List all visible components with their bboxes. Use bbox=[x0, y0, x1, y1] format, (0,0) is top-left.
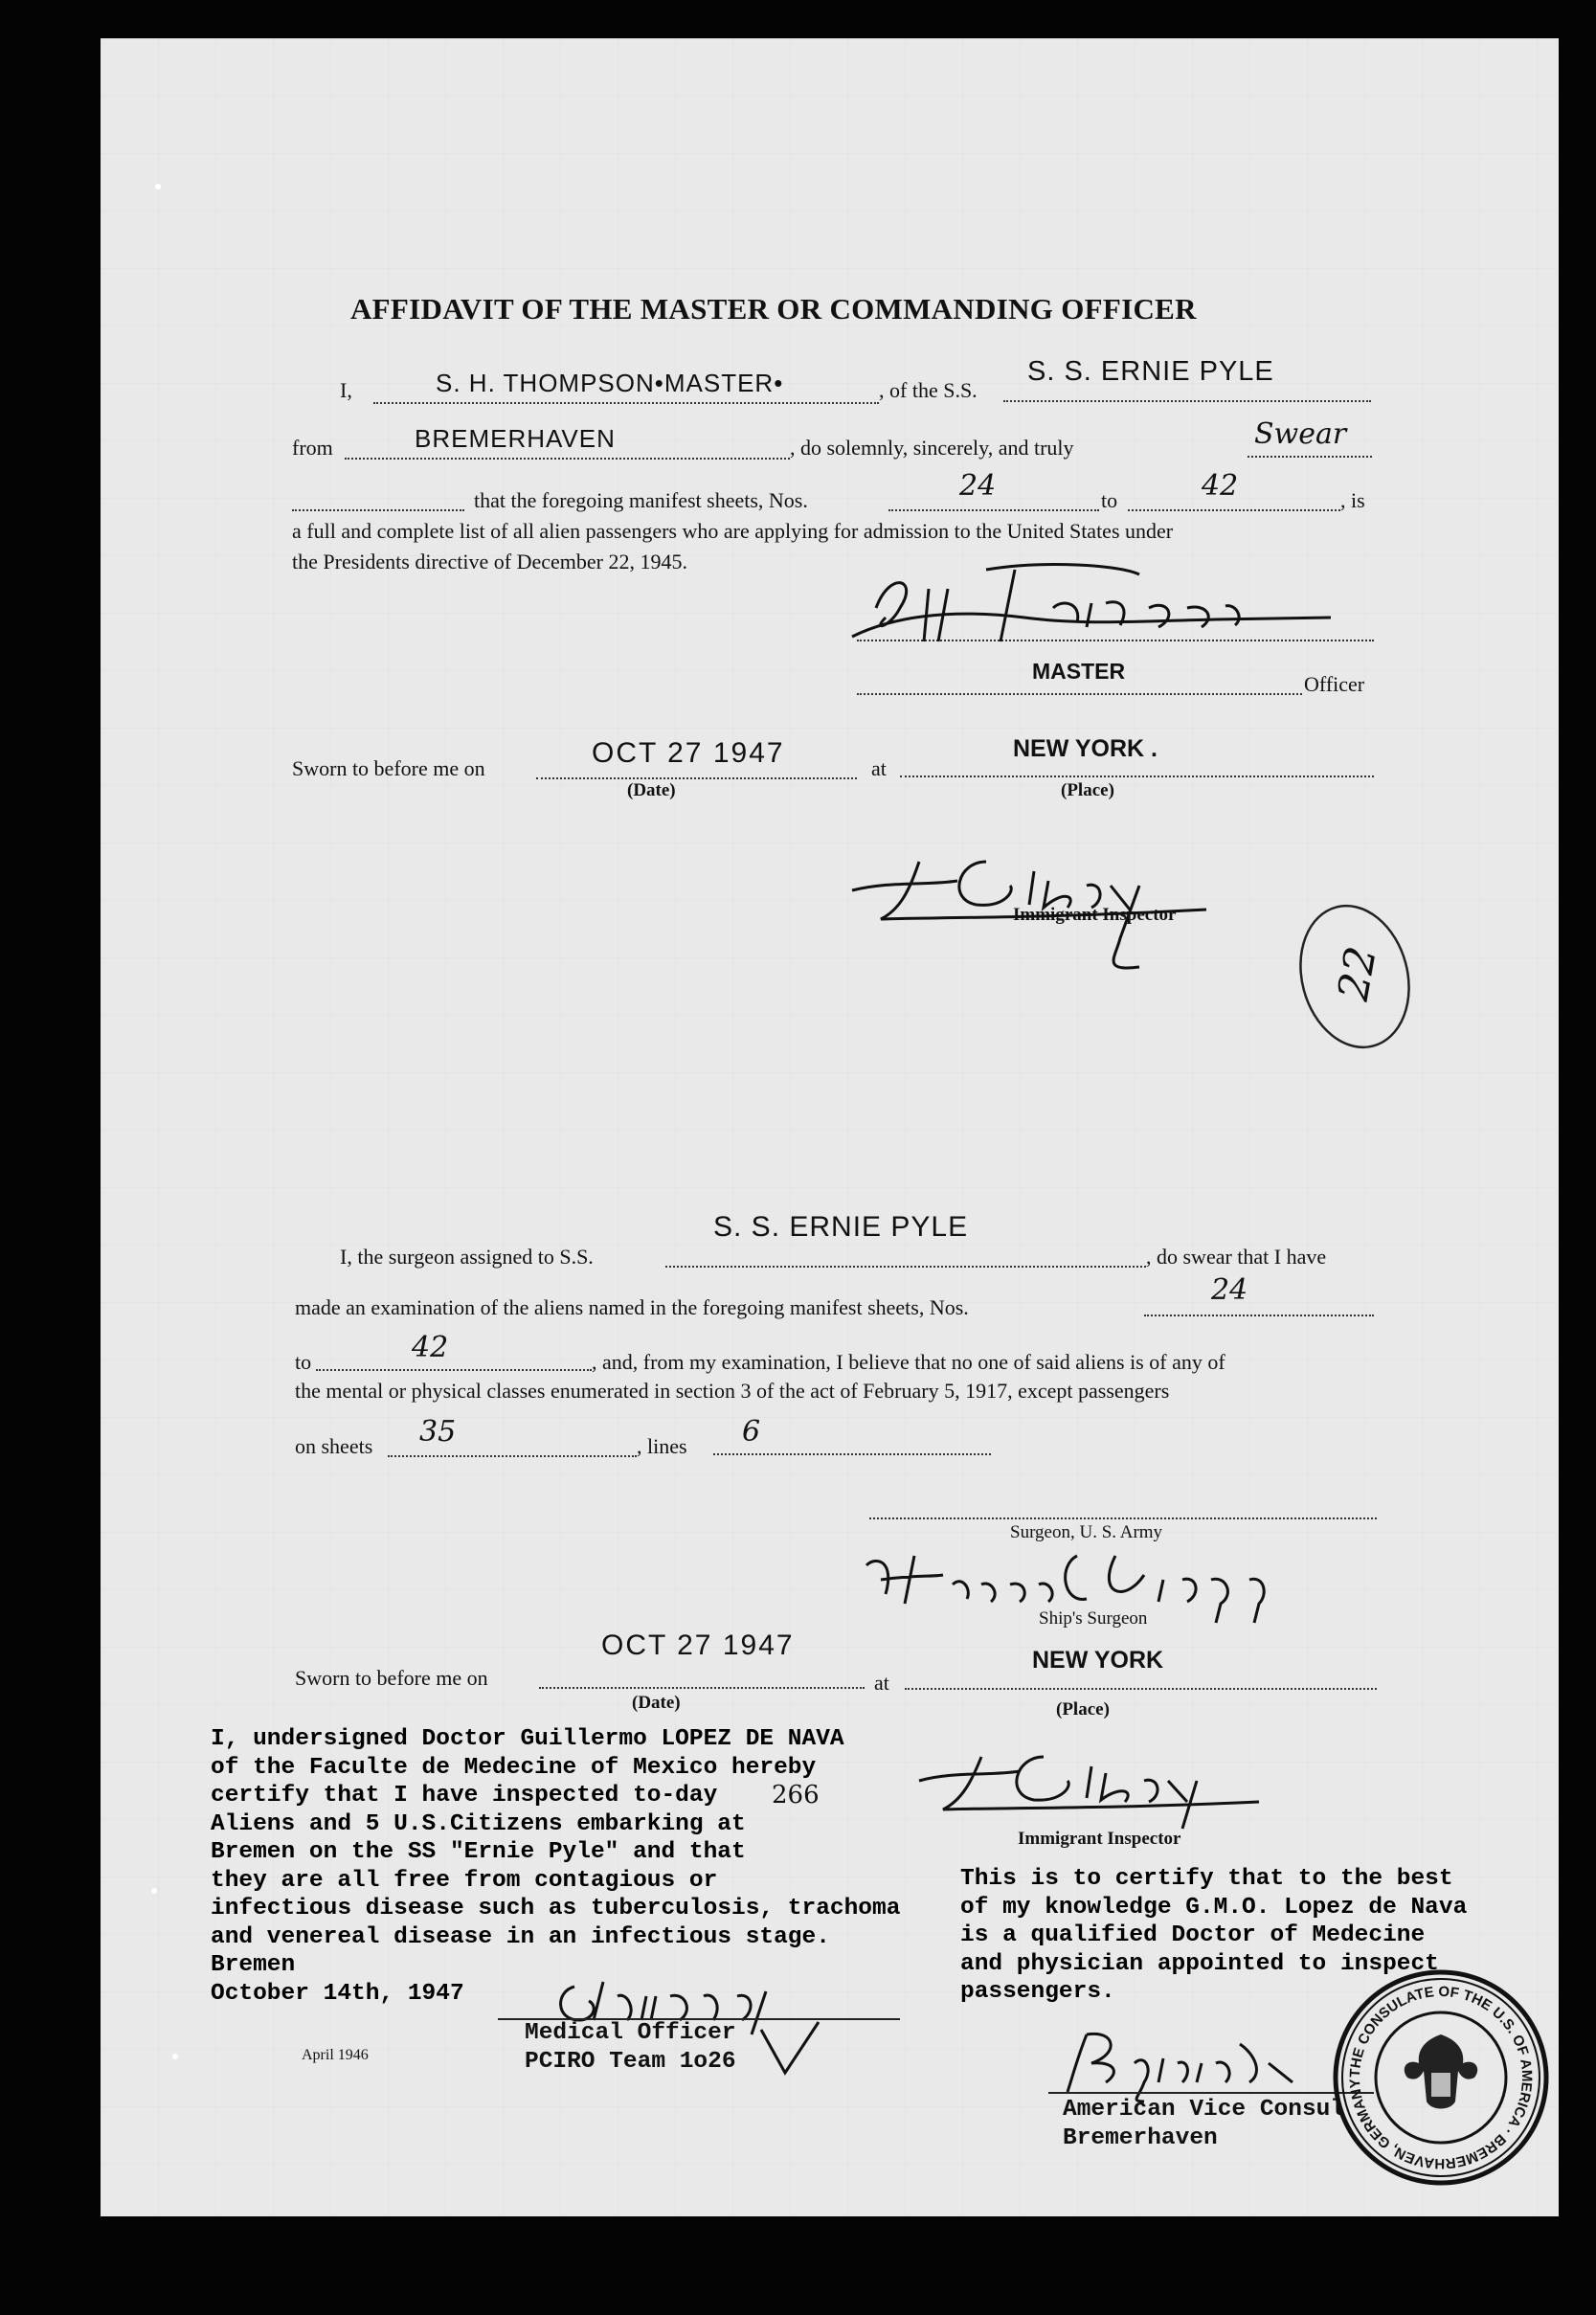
consul-signature-line bbox=[1048, 2092, 1374, 2094]
sheet-from-line bbox=[888, 509, 1099, 511]
surgeon-ship-name: S. S. ERNIE PYLE bbox=[713, 1211, 969, 1243]
exam-to-label: to bbox=[295, 1350, 312, 1374]
sheet-from: 24 bbox=[959, 469, 997, 503]
is-suffix: , is bbox=[1340, 488, 1365, 512]
exam-sheet-to-line bbox=[316, 1369, 592, 1371]
from-label: from bbox=[292, 436, 333, 460]
surgeon-date-caption: (Date) bbox=[632, 1693, 681, 1713]
officer-rank: MASTER bbox=[1032, 659, 1126, 684]
cert-line: Aliens and 5 U.S.Citizens embarking at bbox=[211, 1810, 746, 1837]
cert-line: Bremen bbox=[211, 1952, 296, 1978]
surgeon-place-caption: (Place) bbox=[1056, 1699, 1110, 1719]
sheets-value-line bbox=[388, 1455, 637, 1457]
surgeon-intro: I, the surgeon assigned to S.S. bbox=[340, 1245, 594, 1269]
cert-line: they are all free from contagious or bbox=[211, 1867, 718, 1894]
officer-rank-line bbox=[857, 693, 1302, 695]
sworn-date-line bbox=[536, 777, 857, 779]
sworn-date: OCT 27 1947 bbox=[592, 737, 785, 769]
surgeon-ship-line bbox=[665, 1266, 1146, 1268]
sheet-to: 42 bbox=[1202, 469, 1239, 503]
master-signature bbox=[833, 551, 1350, 656]
seal-text: THE CONSULATE OF THE U.S. OF AMERICA · BREMERHAVEN, GERMANY bbox=[1346, 1983, 1536, 2172]
master-name: S. H. THOMPSON•MASTER• bbox=[436, 369, 784, 397]
ship-surgeon-label: Ship's Surgeon bbox=[1039, 1608, 1148, 1629]
team-label: PCIRO Team 1o26 bbox=[525, 2049, 736, 2075]
oath-line bbox=[1248, 456, 1372, 458]
cert-line: October 14th, 1947 bbox=[211, 1980, 464, 2007]
inspector-signature-2 bbox=[914, 1742, 1297, 1838]
consul-line: is a qualified Doctor of Medecine bbox=[960, 1922, 1426, 1948]
margin-number: 22 bbox=[1329, 942, 1386, 1004]
inspector-label-2: Immigrant Inspector bbox=[1018, 1829, 1181, 1849]
cert-line: and venereal disease in an infectious stage. bbox=[211, 1923, 830, 1950]
affidavit-title: AFFIDAVIT OF THE MASTER OR COMMANDING OFFICER bbox=[350, 292, 1197, 326]
medical-officer-label: Medical Officer bbox=[525, 2020, 736, 2046]
place-caption: (Place) bbox=[1061, 780, 1114, 800]
lines-label: , lines bbox=[637, 1434, 687, 1458]
form-date: April 1946 bbox=[302, 2047, 369, 2063]
consul-location: Bremerhaven bbox=[1063, 2125, 1218, 2151]
sworn-place: NEW YORK . bbox=[1013, 735, 1158, 762]
affidavit-line3: the Presidents directive of December 22, 1945. bbox=[292, 550, 687, 573]
consulate-seal bbox=[1331, 1967, 1551, 2188]
ship-name-line bbox=[1003, 400, 1371, 402]
surgeon-sworn-place: NEW YORK bbox=[1032, 1647, 1164, 1674]
consul-line: and physician appointed to inspect bbox=[960, 1950, 1439, 1977]
on-sheets-label: on sheets bbox=[295, 1434, 373, 1458]
exam-sheet-from: 24 bbox=[1211, 1273, 1248, 1307]
officer-label: Officer bbox=[1304, 672, 1365, 696]
sworn-label: Sworn to before me on bbox=[292, 756, 485, 780]
cert-line: infectious disease such as tuberculosis, trachoma bbox=[211, 1896, 901, 1922]
lines-value-line bbox=[713, 1453, 991, 1455]
punch-mark bbox=[172, 2054, 178, 2059]
surgeon-sworn-place-line bbox=[905, 1688, 1377, 1690]
consul-line: passengers. bbox=[960, 1979, 1115, 2005]
cert-line: of the Faculte de Medecine of Mexico hereby bbox=[211, 1754, 817, 1781]
exam-line: made an examination of the aliens named in the foregoing manifest sheets, Nos. bbox=[295, 1295, 969, 1319]
date-caption: (Date) bbox=[627, 780, 676, 800]
punch-mark bbox=[151, 1888, 157, 1894]
alien-count: 266 bbox=[772, 1781, 820, 1809]
inspector-label: Immigrant Inspector bbox=[1013, 905, 1177, 925]
i-prefix: I, bbox=[340, 378, 352, 402]
of-the-ss: , of the S.S. bbox=[879, 378, 978, 402]
army-label: Surgeon, U. S. Army bbox=[1010, 1522, 1163, 1542]
punch-mark bbox=[155, 184, 161, 190]
from-port-line bbox=[345, 458, 790, 460]
foregoing-text: that the foregoing manifest sheets, Nos. bbox=[474, 488, 808, 512]
cert-line: certify that I have inspected to-day bbox=[211, 1783, 718, 1809]
exam-sheet-from-line bbox=[1144, 1315, 1374, 1316]
cert-line: I, undersigned Doctor Guillermo LOPEZ DE NAVA bbox=[211, 1726, 844, 1752]
surgeon-sworn-label: Sworn to before me on bbox=[295, 1666, 488, 1690]
consul-line: of my knowledge G.M.O. Lopez de Nava bbox=[960, 1894, 1468, 1921]
surgeon-sworn-date-line bbox=[539, 1687, 865, 1689]
surgeon-swear: , do swear that I have bbox=[1146, 1245, 1327, 1269]
cert-line: Bremen on the SS "Ernie Pyle" and that bbox=[211, 1839, 746, 1865]
army-line bbox=[869, 1517, 1377, 1519]
at-label: at bbox=[871, 756, 887, 780]
classes-text: the mental or physical classes enumerated in section 3 of the act of February 5, 1917, except passengers bbox=[295, 1379, 1170, 1403]
lines-value: 6 bbox=[742, 1415, 761, 1449]
sworn-place-line bbox=[900, 775, 1374, 777]
from-port: BREMERHAVEN bbox=[415, 424, 616, 453]
surgeon-at-label: at bbox=[874, 1671, 889, 1695]
solemnly-text: , do solemnly, sincerely, and truly bbox=[790, 436, 1074, 460]
check-mark bbox=[756, 2020, 823, 2087]
sheet-to-line bbox=[1128, 509, 1340, 511]
ship-name: S. S. ERNIE PYLE bbox=[1027, 356, 1274, 387]
sheets-value: 35 bbox=[419, 1415, 457, 1449]
exam-sheet-to: 42 bbox=[412, 1331, 449, 1364]
master-name-line bbox=[373, 402, 879, 404]
consul-title: American Vice Consul bbox=[1063, 2097, 1345, 2123]
consul-line: This is to certify that to the best bbox=[960, 1866, 1453, 1892]
certification-block bbox=[211, 1725, 900, 2008]
affidavit-line2: a full and complete list of all alien passengers who are applying for admission to the United States under bbox=[292, 519, 1174, 543]
blank-line bbox=[292, 509, 464, 511]
to-label: to bbox=[1101, 488, 1118, 512]
surgeon-sworn-date: OCT 27 1947 bbox=[601, 1629, 795, 1661]
oath-word: Swear bbox=[1254, 417, 1347, 451]
belief-text: , and, from my examination, I believe that no one of said aliens is of any of bbox=[592, 1350, 1225, 1374]
